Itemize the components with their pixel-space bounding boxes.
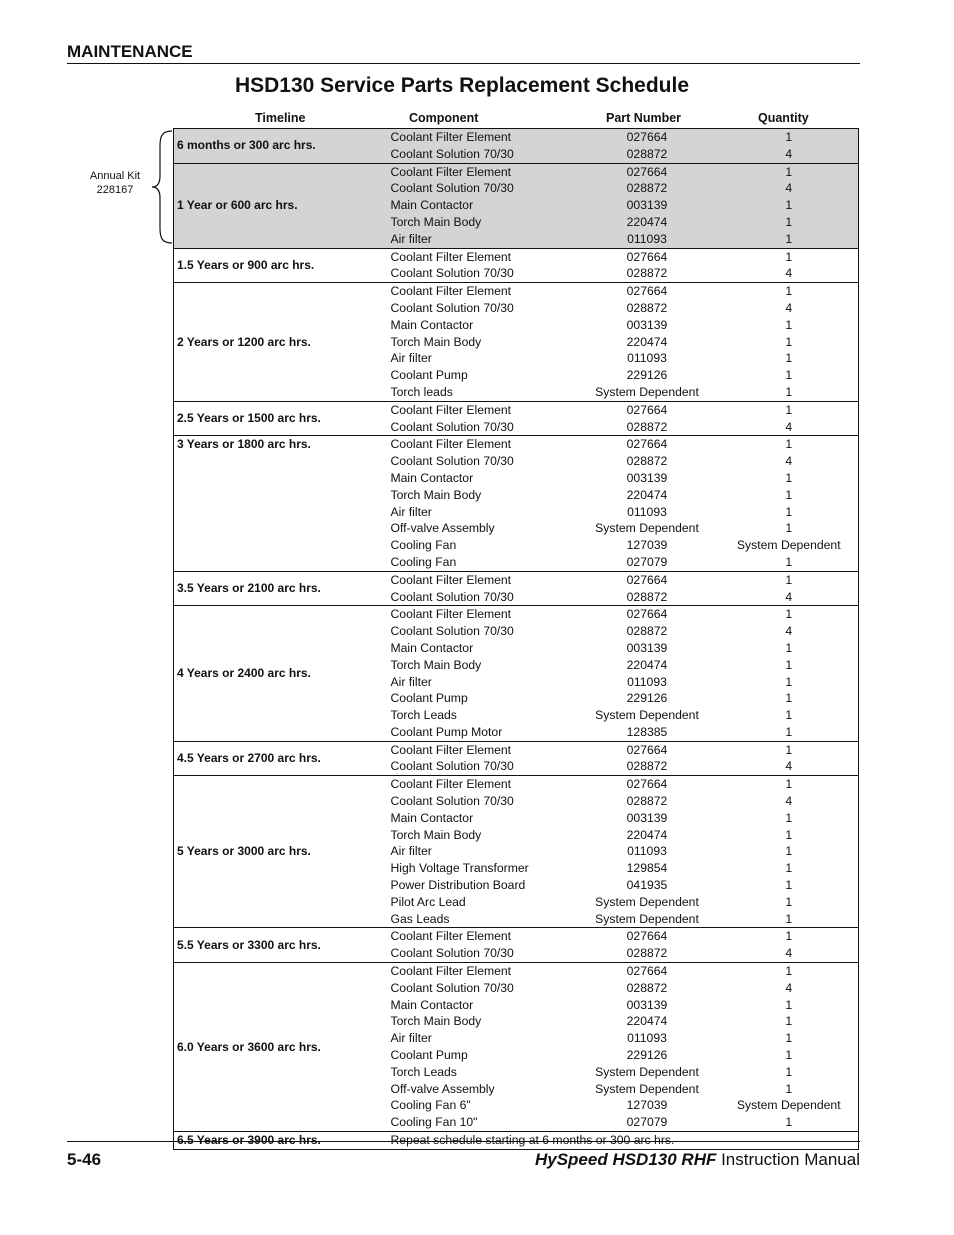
quantity-cell: 1 [720,674,859,691]
quantity-cell: 1 [720,248,859,265]
component-cell: Coolant Filter Element [376,283,575,300]
component-cell: Coolant Filter Element [376,928,575,945]
component-cell: Coolant Filter Element [376,571,575,588]
part-number-cell: System Dependent [595,708,699,723]
part-number-cell: 028872 [626,946,668,961]
component-cell: Coolant Solution 70/30 [390,946,514,961]
part-number-cell: 027664 [575,606,720,623]
quantity-cell: 4 [720,793,859,810]
table-row [174,163,859,180]
product-name: HySpeed HSD130 RHF [534,1150,717,1169]
part-number-cell: System Dependent [595,521,699,536]
component-cell: Main Contactor [390,997,474,1012]
component-cell: Coolant Pump Motor [390,724,503,739]
part-number-cell: 220474 [575,214,720,231]
part-number-cell: 011093 [627,844,667,859]
part-number-cell: 011093 [627,504,667,519]
component-cell: Coolant Filter Element [376,129,575,146]
component-cell: Main Contactor [376,197,575,214]
quantity-cell: 1 [720,231,859,248]
quantity-cell: 1 [720,843,859,860]
part-number-cell: 027664 [575,129,720,146]
component-cell: Coolant Solution 70/30 [390,980,514,995]
quantity-cell: 1 [720,350,859,367]
quantity-cell: 1 [720,197,859,214]
quantity-cell: 1 [720,657,859,674]
part-number-cell: 027664 [575,571,720,588]
component-cell: Coolant Solution 70/30 [376,146,575,163]
part-number-cell: 028872 [626,419,668,434]
quantity-cell: 1 [720,334,859,351]
annual-kit-label [80,169,150,197]
page-title-text: HSD130 Service Parts Replacement Schedule [234,74,690,97]
part-number-cell: 028872 [626,980,668,995]
part-number-cell: 011093 [627,1031,667,1046]
part-number-cell: 028872 [626,266,668,281]
quantity-cell: 1 [720,724,859,741]
part-number-cell: 028872 [626,759,668,774]
quantity-cell: 1 [720,640,859,657]
part-number-cell: 028872 [575,146,720,163]
component-cell: Torch Leads [390,1064,457,1079]
component-cell: Cooling Fan [390,554,457,569]
component-cell: Air filter [390,504,432,519]
table-row [174,928,859,945]
component-cell: Air filter [390,844,432,859]
component-cell: Coolant Solution 70/30 [390,794,514,809]
component-cell: Air filter [390,351,432,366]
part-number-cell: 027664 [575,163,720,180]
part-number-cell: 028872 [626,454,668,469]
quantity-cell: 1 [720,214,859,231]
component-cell: Coolant Pump [390,691,468,706]
component-cell: Coolant Solution 70/30 [390,266,514,281]
quantity-cell: 1 [720,129,859,146]
component-cell: Coolant Filter Element [376,606,575,623]
bottom-rule [67,1141,860,1142]
quantity-cell: 1 [720,894,859,911]
quantity-cell: 1 [720,571,859,588]
component-cell: Coolant Pump [390,1048,468,1063]
table-row [174,963,859,980]
part-number-cell: 027079 [626,1115,668,1130]
top-rule [67,63,860,64]
part-number-cell: 003139 [575,197,720,214]
column-header-timeline: Timeline [255,111,306,125]
component-cell: Torch Main Body [390,334,482,349]
quantity-cell: 1 [720,1030,859,1047]
part-number-cell: 220474 [626,827,668,842]
quantity-cell: 4 [720,453,859,470]
component-cell: Main Contactor [390,810,474,825]
component-cell: Coolant Solution 70/30 [390,589,514,604]
quantity-cell: 1 [720,317,859,334]
part-number-cell: 127039 [626,538,668,553]
quantity-cell: 1 [720,928,859,945]
component-cell: Coolant Filter Element [376,248,575,265]
component-cell: Gas Leads [390,911,450,926]
part-number-cell: 028872 [626,624,668,639]
part-number-cell: 027664 [575,776,720,793]
part-number-cell: 027664 [575,963,720,980]
timeline-cell: 2 Years or 1200 arc hrs. [174,283,376,402]
component-cell: Torch leads [390,384,453,399]
part-number-cell: 003139 [626,470,668,485]
quantity-cell: 4 [720,180,859,197]
table-row [174,401,859,418]
component-cell: Cooling Fan 10" [390,1115,478,1130]
page-title [0,74,954,98]
part-number-cell: System Dependent [595,1064,699,1079]
component-cell: Main Contactor [390,317,474,332]
part-number-cell: System Dependent [595,911,699,926]
timeline-cell: 2.5 Years or 1500 arc hrs. [174,401,376,436]
quantity-cell: 1 [720,1047,859,1064]
timeline-cell: 1 Year or 600 arc hrs. [174,163,376,248]
table-row [174,571,859,588]
timeline-cell: 1.5 Years or 900 arc hrs. [174,248,376,283]
part-number-cell: 129854 [626,861,668,876]
quantity-cell: 1 [720,504,859,521]
part-number-cell: 229126 [626,691,668,706]
component-cell: Main Contactor [390,640,474,655]
part-number-cell: 220474 [626,1014,668,1029]
part-number-cell: 003139 [626,640,668,655]
quantity-cell: 4 [720,623,859,640]
component-cell: Coolant Filter Element [376,741,575,758]
table-row [174,283,859,300]
part-number-cell: 220474 [626,657,668,672]
quantity-cell: 1 [720,1013,859,1030]
component-cell: Coolant Filter Element [376,776,575,793]
quantity-cell: 1 [720,1081,859,1098]
component-cell: Air filter [390,1031,432,1046]
part-number-cell: 011093 [575,231,720,248]
component-cell: Pilot Arc Lead [390,894,466,909]
quantity-cell: 1 [720,554,859,571]
timeline-cell: 5 Years or 3000 arc hrs. [174,776,376,928]
component-cell: Coolant Filter Element [376,963,575,980]
table-row [174,436,859,453]
part-number-cell: 041935 [626,878,668,893]
schedule-body [174,129,859,1150]
quantity-cell: 1 [720,1064,859,1081]
component-cell: Power Distribution Board [390,878,526,893]
part-number-cell: 003139 [626,997,668,1012]
quantity-cell: 1 [720,384,859,401]
component-cell: Coolant Solution 70/30 [390,454,514,469]
timeline-cell: 6.0 Years or 3600 arc hrs. [174,963,376,1132]
quantity-cell: 1 [720,690,859,707]
document-type: Instruction Manual [716,1150,860,1169]
timeline-cell: 3.5 Years or 2100 arc hrs. [174,571,376,606]
quantity-cell: 4 [720,589,859,606]
schedule-table [173,128,859,1150]
component-cell: Torch Main Body [390,827,482,842]
part-number-cell: System Dependent [595,894,699,909]
part-number-cell: 027079 [626,554,668,569]
repeat-note-cell: Repeat schedule starting at 6 months or 300 arc hrs. [376,1132,859,1150]
component-cell: Torch Main Body [376,214,575,231]
part-number-cell: 011093 [627,351,667,366]
part-number-cell: 028872 [575,180,720,197]
component-cell: Air filter [390,674,432,689]
timeline-cell: 4.5 Years or 2700 arc hrs. [174,741,376,776]
component-cell: Cooling Fan [390,538,457,553]
quantity-cell: 1 [720,776,859,793]
quantity-cell: 1 [720,470,859,487]
component-cell: Off-valve Assembly [390,1081,495,1096]
quantity-cell: 1 [720,163,859,180]
table-row [174,741,859,758]
part-number-cell: 028872 [626,794,668,809]
table-row [174,776,859,793]
timeline-cell: 6 months or 300 arc hrs. [174,129,376,164]
quantity-cell: 1 [720,741,859,758]
quantity-cell: 4 [720,945,859,962]
column-header-part-number: Part Number [606,111,682,125]
table-row [174,606,859,623]
quantity-cell: 1 [720,810,859,827]
column-header-component: Component [409,111,479,125]
part-number-cell: 220474 [626,487,668,502]
part-number-cell: 027664 [575,248,720,265]
part-number-cell: 028872 [626,589,668,604]
part-number-cell: System Dependent [595,384,699,399]
part-number-cell: 003139 [626,810,668,825]
annual-kit-number: 228167 [96,184,134,196]
part-number-cell: 003139 [626,317,668,332]
component-cell: Main Contactor [390,470,474,485]
component-cell: Torch Leads [390,708,457,723]
component-cell: High Voltage Transformer [390,861,529,876]
column-header-quantity: Quantity [758,111,809,125]
component-cell: Coolant Solution 70/30 [390,419,514,434]
quantity-cell: 4 [720,265,859,282]
component-cell: Air filter [376,231,575,248]
quantity-cell: 1 [720,367,859,384]
part-number-cell: 027664 [575,928,720,945]
page-number: 5-46 [67,1150,102,1169]
quantity-cell: 1 [720,911,859,928]
annual-kit-brace-icon [150,130,174,244]
part-number-cell: 229126 [626,368,668,383]
quantity-cell: 1 [720,606,859,623]
quantity-cell: 4 [720,758,859,775]
component-cell: Coolant Filter Element [376,436,575,453]
quantity-cell: System Dependent [720,537,859,554]
table-row [174,129,859,146]
part-number-cell: System Dependent [595,1081,699,1096]
part-number-cell: 028872 [626,300,668,315]
quantity-cell: 1 [720,520,859,537]
part-number-cell: 128385 [626,724,668,739]
quantity-cell: 1 [720,401,859,418]
component-cell: Coolant Filter Element [376,163,575,180]
timeline-cell: 6.5 Years or 3900 arc hrs. [174,1132,376,1150]
component-cell: Coolant Solution 70/30 [390,759,514,774]
quantity-cell: 1 [720,997,859,1014]
quantity-cell: 1 [720,487,859,504]
manual-title [535,1150,860,1170]
part-number-cell: 027664 [575,741,720,758]
component-cell: Coolant Solution 70/30 [376,180,575,197]
quantity-cell: 4 [720,146,859,163]
table-row [174,248,859,265]
part-number-cell: 027664 [575,401,720,418]
timeline-cell: 4 Years or 2400 arc hrs. [174,606,376,741]
quantity-cell: 1 [720,963,859,980]
part-number-cell: 220474 [626,334,668,349]
component-cell: Torch Main Body [390,1014,482,1029]
component-cell: Coolant Solution 70/30 [390,300,514,315]
quantity-cell: 1 [720,436,859,453]
component-cell: Coolant Filter Element [376,401,575,418]
part-number-cell: 127039 [626,1098,668,1113]
quantity-cell: 1 [720,860,859,877]
component-cell: Torch Main Body [390,487,482,502]
part-number-cell: 027664 [575,436,720,453]
component-cell: Coolant Solution 70/30 [390,624,514,639]
timeline-cell: 3 Years or 1800 arc hrs. [174,436,376,571]
section-heading: MAINTENANCE [67,42,193,61]
quantity-cell: 4 [720,419,859,436]
quantity-cell: 1 [720,707,859,724]
part-number-cell: 011093 [627,674,667,689]
component-cell: Cooling Fan 6" [390,1098,471,1113]
quantity-cell: 4 [720,300,859,317]
component-cell: Off-valve Assembly [390,521,495,536]
quantity-cell: 1 [720,283,859,300]
quantity-cell: System Dependent [720,1097,859,1114]
quantity-cell: 1 [720,877,859,894]
part-number-cell: 229126 [626,1048,668,1063]
timeline-cell: 5.5 Years or 3300 arc hrs. [174,928,376,963]
quantity-cell: 4 [720,980,859,997]
quantity-cell: 1 [720,1114,859,1131]
component-cell: Coolant Pump [390,368,468,383]
part-number-cell: 027664 [575,283,720,300]
component-cell: Torch Main Body [390,657,482,672]
annual-kit-title: Annual Kit [89,170,141,182]
quantity-cell: 1 [720,827,859,844]
